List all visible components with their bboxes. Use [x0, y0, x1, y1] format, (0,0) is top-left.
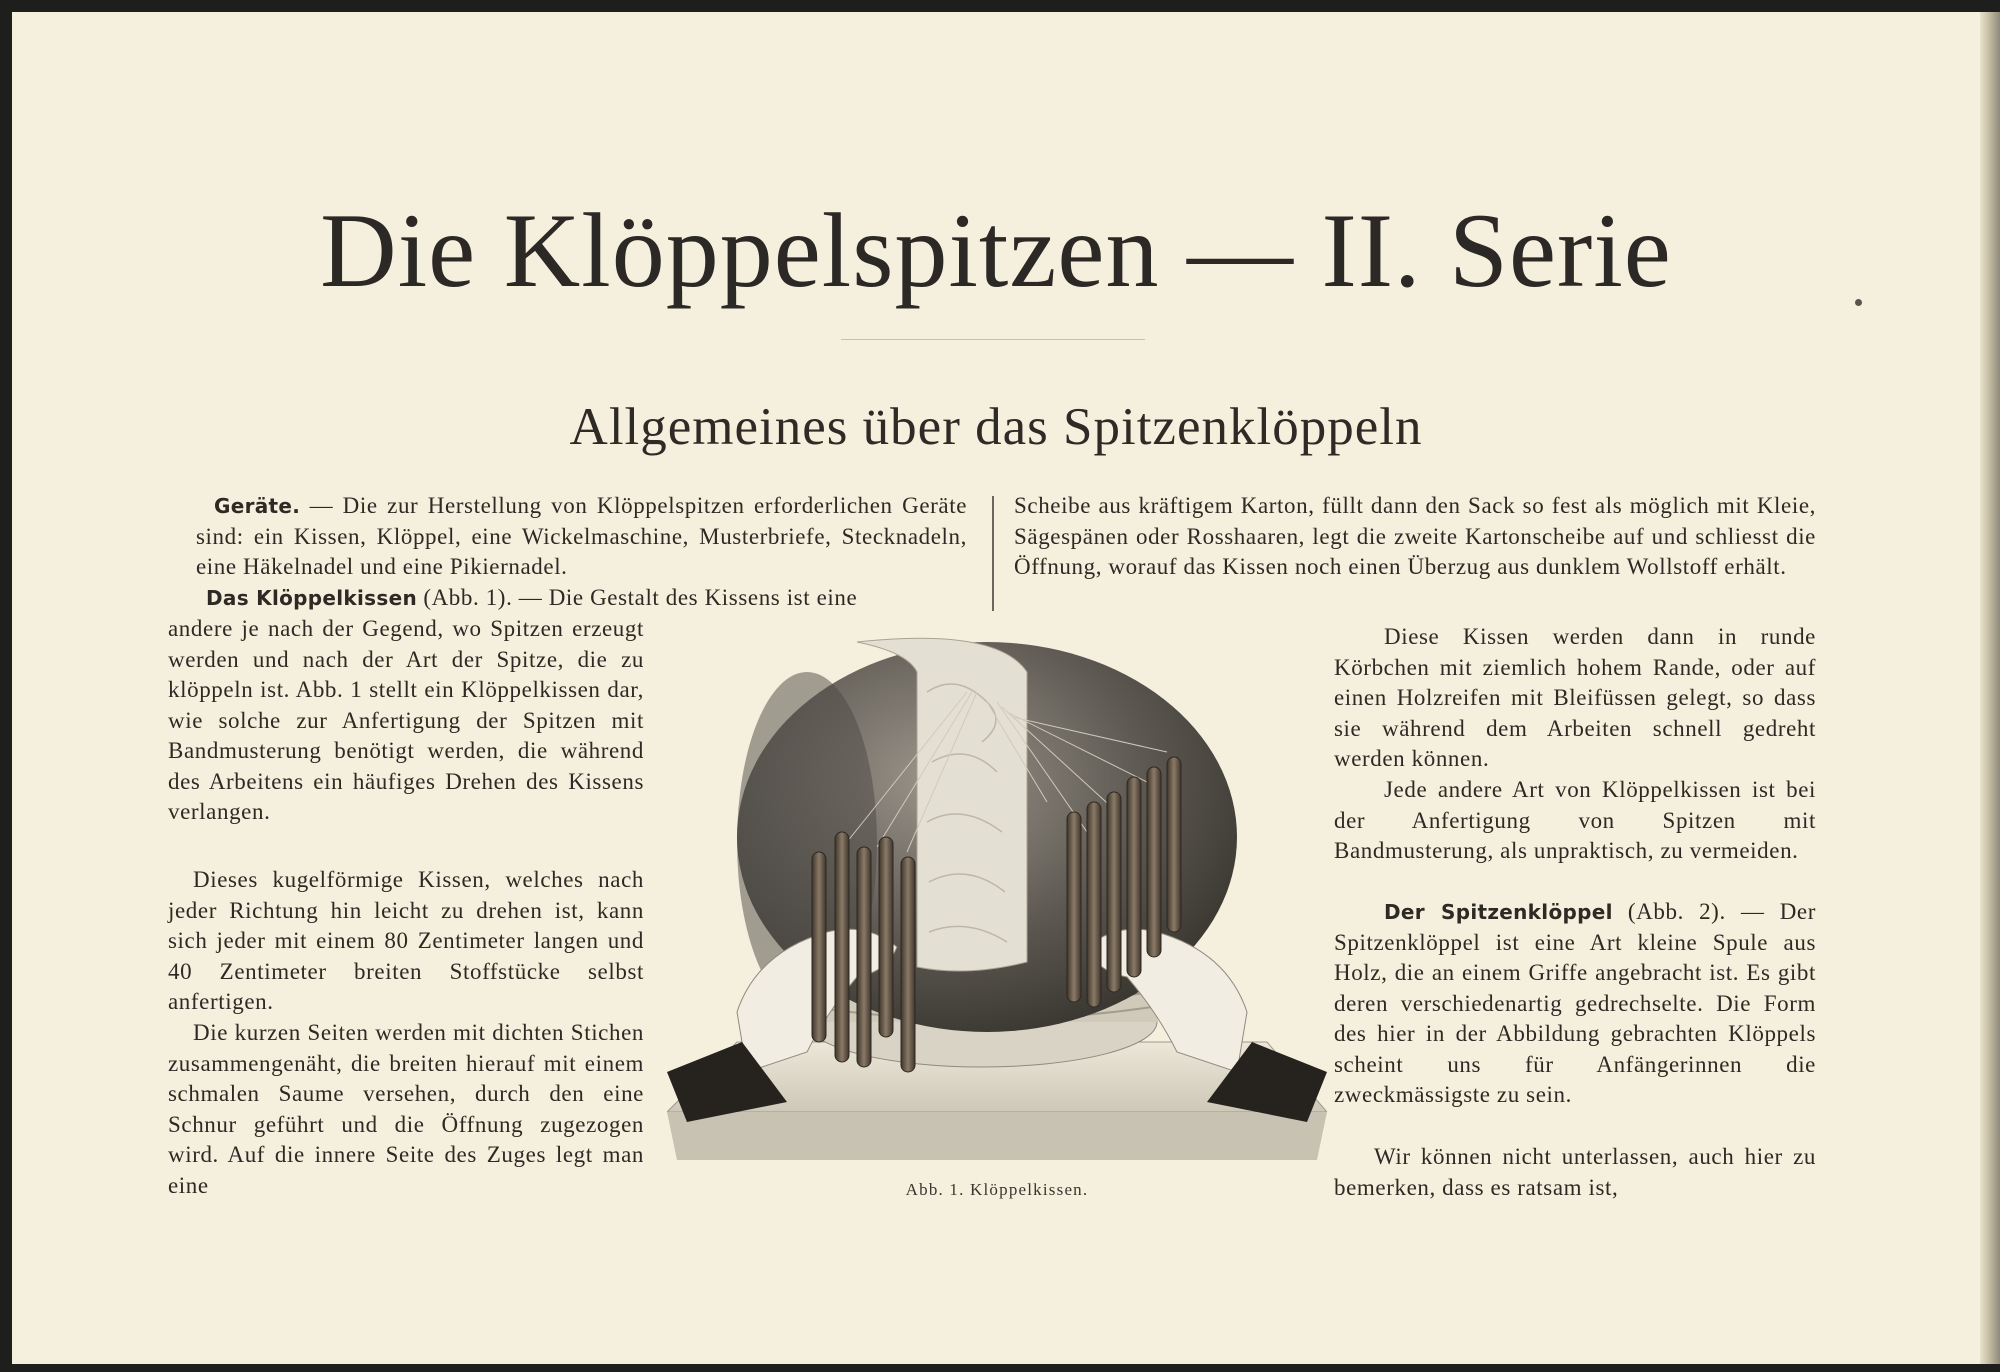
paragraph-wir-koennen: Wir können nicht unterlassen, auch hier zu bemerken, dass es ratsam ist,	[1334, 1144, 1816, 1200]
paragraph-spitzenkloeppel: Der Spitzenklöppel (Abb. 2). — Der Spitzenklöppel ist eine Art kleine Spule aus Holz, die an einem Griffe angebracht ist. Es gibt deren verschiedenartig gedrechselte. Die Form des hier in der Abbildung gebrachten Klöppels scheint uns für Anfängerinnen die zweckmässigste zu sein.	[1334, 899, 1816, 1107]
lace-pillow-illustration	[667, 632, 1327, 1160]
run-in-heading: Geräte.	[214, 494, 301, 518]
paragraph-kloeppelkissen-intro: Das Klöppelkissen (Abb. 1). — Die Gestalt des Kissens ist eine	[206, 585, 858, 610]
paragraph-jede-andere-art: Jede andere Art von Klöppelkissen ist bei der Anfertigung von Spitzen mit Bandmusterung, als unpraktisch, zu vermeiden.	[1334, 777, 1816, 863]
paragraph-kurze-seiten: Die kurzen Seiten werden mit dichten Stichen zusammengenäht, die breiten hierauf mit einem schmalen Saume versehen, durch den eine Schnur geführt und die Öffnung zugezogen wird. Auf die innere Seite des Zuges legt man eine	[168, 1020, 644, 1198]
print-speck	[1855, 299, 1862, 306]
run-in-heading: Der Spitzenklöppel	[1384, 900, 1613, 924]
figure-caption: Abb. 1. Klöppelkissen.	[905, 1180, 1089, 1199]
title-divider	[841, 339, 1145, 340]
book-page-edge	[1980, 12, 2000, 1364]
page-title: Die Klöppelspitzen — II. Serie	[320, 192, 1672, 309]
book-page	[12, 12, 1980, 1364]
paragraph-diese-kissen: Diese Kissen werden dann in runde Körbchen mit ziemlich hohem Rande, oder auf einen Holzreifen mit Bleifüssen gelegt, so dass sie während dem Arbeiten schnell gedreht werden können.	[1334, 624, 1816, 771]
column-separator	[992, 496, 994, 611]
paragraph-geraete: Geräte. — Die zur Herstellung von Klöppelspitzen erforderlichen Geräte sind: ein Kissen, Klöppel, eine Wickelmaschine, Musterbriefe, Stecknadeln, eine Häkelnadel und eine Pikiernadel.	[196, 493, 967, 579]
section-heading: Allgemeines über das Spitzenklöppeln	[569, 398, 1423, 456]
paragraph-kugelfoermig: Dieses kugelförmige Kissen, welches nach jeder Richtung hin leicht zu drehen ist, kann sich jeder mit einem 80 Zentimeter langen und 40 Zentimeter breiten Stoffstücke selbst anfertigen.	[168, 867, 644, 1014]
paragraph-scheibe: Scheibe aus kräftigem Karton, füllt dann den Sack so fest als möglich mit Kleie, Sägespänen oder Rosshaaren, legt die zweite Kartonscheibe auf und schliesst die Öffnung, worauf das Kissen noch einen Überzug aus dunklem Wollstoff erhält.	[1014, 493, 1816, 579]
run-in-heading: Das Klöppelkissen	[206, 586, 417, 610]
paragraph-kloeppelkissen: andere je nach der Gegend, wo Spitzen erzeugt werden und nach der Art der Spitze, die zu klöppeln ist. Abb. 1 stellt ein Klöppelkissen dar, wie solche zur Anfertigung der Spitzen mit Bandmusterung benötigt werden, die während des Arbeitens ein häufiges Drehen des Kissens verlangen.	[168, 616, 644, 824]
